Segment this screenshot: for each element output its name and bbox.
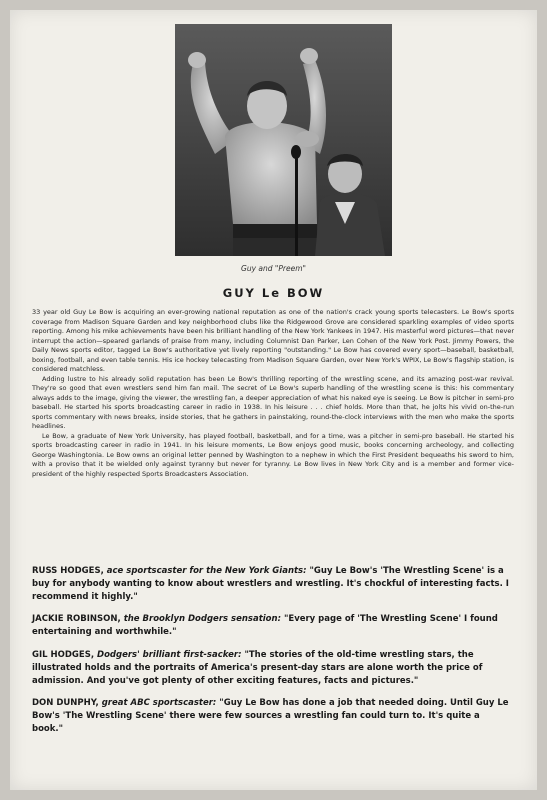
bio-paragraph: Adding lustre to his already solid reputation has been Le Bow's thrilling reporting of the wrestling scene, and its amazing post-war revival. They're so good that even wrestlers send him fan mail. The secret of Le Bow's superb handling of the wrestling scene is this: his commentary always adds to the image, giving the viewer, the wrestling fan, a deeper appreciation of what his naked eye is seeing. Le Bow is pitcher in semi-pro baseball. He started his sports broadcasting career in radio in 1938. In his leisure . . . chief holds. More than that, he jolts his vivid on-the-run sports commentary with news breaks, inside stories, that he gathers in painstaking, round-the-clock interviews with the men who make the sports headlines. — [32, 374, 514, 430]
endorsement-text: "Guy Le Bow's 'The Wrestling Scene' is a buy for anybody wanting to know about wrestlers and wrestling. It's chockful of interesting facts. I recommend it highly." — [32, 566, 509, 602]
endorsement-text: "The stories of the old-time wrestling stars, the illustrated holds and the portraits of America's present-day stars are alone worth the price of admission. And you've got plenty of other exciting features, facts and pictures." — [32, 649, 483, 686]
endorsement — [32, 565, 512, 603]
endorsement-text: "Guy Le Bow has done a job that needed doing. Until Guy Le Bow's 'The Wrestling Scene' there were few sources a wrestling fan could turn to. It's quite a book." — [32, 698, 509, 734]
endorsement — [32, 649, 512, 687]
endorsement — [32, 613, 512, 639]
photo-wrestler-and-announcer — [175, 24, 392, 256]
endorsement-text: "Every page of 'The Wrestling Scene' I found entertaining and worthwhile." — [32, 614, 498, 638]
biography — [32, 308, 514, 479]
page-title: GUY Le BOW — [222, 286, 325, 300]
endorser-name: GIL HODGES, — [32, 649, 95, 660]
endorsements — [32, 565, 512, 746]
endorser-role: ace sportscaster for the New York Giants: — [106, 566, 307, 576]
bio-paragraph: Le Bow, a graduate of New York University, has played football, basketball, and for a time, was a pitcher in semi-pro baseball. He started his sports broadcasting career in radio in 1941. In his leisure moments, Le Bow enjoys good music, books concerning archeology, and collecting George Washingtonia. Le Bow owns an original letter penned by Washington to a nephew in which the First President bequeaths his sword to him, with a proviso that it be wielded only against tyranny but never for tyranny. Le Bow lives in New York City and is a member and former vice-president of the highly respected Sports Broadcasters Association. — [32, 431, 514, 478]
photo-illustration — [175, 24, 392, 256]
endorser-role: great ABC sportscaster: — [101, 698, 217, 709]
endorser-name: RUSS HODGES, — [32, 566, 104, 576]
endorser-role: the Brooklyn Dodgers sensation: — [123, 614, 281, 625]
endorser-name: DON DUNPHY, — [32, 698, 99, 709]
endorsement — [32, 697, 512, 735]
photo-caption: Guy and "Preem" — [241, 264, 306, 273]
endorser-role: Dodgers' brilliant first-sacker: — [97, 649, 242, 660]
endorser-name: JACKIE ROBINSON, — [32, 614, 121, 625]
book-back-cover — [10, 10, 537, 790]
bio-paragraph: 33 year old Guy Le Bow is acquiring an ever-growing national reputation as one of the nation's crack young sports telecasters. Le Bow's sports coverage from Madison Square Garden and key neighborhood clubs like the Ridgewood Grove are considered sparkling examples of video sports reporting. Among his mike achievements have been his brilliant handling of the New York Yankees in 1947. His masterful word pictures—that never interrupt the action—speared garlands of praise from many, including Columnist Dan Parker, Len Cohen of the New York Post. Jimmy Powers, the Daily News sports editor, tagged Le Bow's authoritative yet lively reporting "outstanding." Le Bow has covered every sport—baseball, basketball, boxing, football, and even table tennis. His ice hockey telecasting from Madison Square Garden, over New York's WPIX, Le Bow's flagship station, is considered matchless. — [32, 308, 514, 373]
